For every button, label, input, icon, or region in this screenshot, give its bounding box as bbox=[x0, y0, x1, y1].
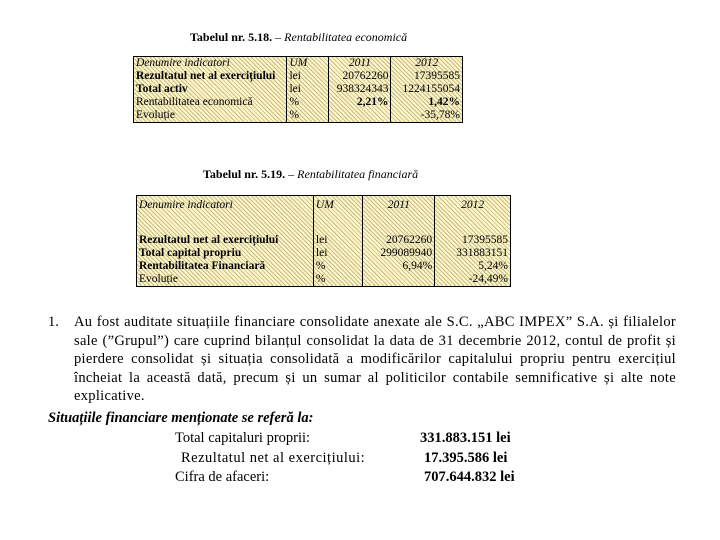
table1-cell: 20762260 bbox=[329, 70, 391, 83]
table2-header-2011: 2011 bbox=[363, 196, 435, 234]
table1-cell: 17395585 bbox=[391, 70, 463, 83]
table1-cell: -35,78% bbox=[391, 109, 463, 123]
table1-cell: Evoluție bbox=[136, 109, 175, 121]
table2-cell: % bbox=[313, 273, 363, 287]
table-row bbox=[134, 109, 463, 123]
table2-cell: 6,94% bbox=[363, 260, 435, 273]
table2-cell: 299089940 bbox=[363, 247, 435, 260]
table2-cell: 331883151 bbox=[435, 247, 511, 260]
table2-caption bbox=[203, 167, 418, 182]
table1-cell: 1,42% bbox=[391, 96, 463, 109]
table1-header-um: UM bbox=[287, 57, 329, 71]
audit-paragraph bbox=[48, 313, 676, 406]
table-row bbox=[137, 273, 511, 287]
table2-cell: Rentabilitatea Financiară bbox=[139, 259, 266, 272]
table2-cell: 20762260 bbox=[363, 234, 435, 247]
table-row bbox=[137, 247, 511, 260]
table-rentabilitate-economica bbox=[133, 56, 463, 123]
summary-value-capital: 331.883.151 lei bbox=[420, 430, 511, 446]
summary-value-cifra: 707.644.832 lei bbox=[424, 469, 515, 485]
table2-cell: 5,24% bbox=[435, 260, 511, 273]
table1-cell bbox=[329, 109, 391, 123]
table1-caption-dash: – bbox=[272, 30, 285, 44]
table1-cell: lei bbox=[287, 83, 329, 96]
table2-cell: Rezultatul net al exercițiului bbox=[139, 233, 279, 246]
table-row bbox=[134, 96, 463, 109]
table2-cell: lei bbox=[313, 234, 363, 247]
table1-cell: 1224155054 bbox=[391, 83, 463, 96]
table2-caption-dash: – bbox=[285, 167, 298, 181]
table-row bbox=[137, 260, 511, 273]
paragraph-text: Au fost auditate situațiile financiare consolidate anexate ale S.C. „ABC IMPEX” S.A. și filialelor sale (”Grupul”) care cuprind bilanțul consolidat la data de 31 decembrie 2012, contul de profit și pierdere consolidat și situația consolidată a modificărilor capitalului propriu pentru exercițiul încheiat la această dată, precum și un sumar al politicilor contabile semnificative și alte note explicative. bbox=[74, 314, 676, 404]
table1-cell: % bbox=[287, 96, 329, 109]
summary-label-rezultat: Rezultatul net al exercițiului: bbox=[181, 450, 366, 466]
table2-caption-number: Tabelul nr. 5.19. bbox=[203, 167, 286, 181]
table1-cell: 938324343 bbox=[329, 83, 391, 96]
table-row bbox=[134, 70, 463, 83]
table2-header-2012: 2012 bbox=[435, 196, 511, 234]
table2-cell: lei bbox=[313, 247, 363, 260]
table1-cell: Total activ bbox=[136, 83, 188, 95]
table1-caption-title: Rentabilitatea economică bbox=[284, 30, 408, 44]
table2-cell: 17395585 bbox=[435, 234, 511, 247]
paragraph-number: 1. bbox=[48, 314, 59, 330]
table2-header-um: UM bbox=[313, 196, 363, 234]
table2-cell: -24,49% bbox=[435, 273, 511, 287]
table1-caption-number: Tabelul nr. 5.18. bbox=[190, 30, 273, 44]
table-row bbox=[134, 83, 463, 96]
table1-cell: lei bbox=[287, 70, 329, 83]
summary-label-cifra: Cifra de afaceri: bbox=[175, 469, 270, 485]
table1-caption bbox=[190, 30, 407, 45]
summary-title: Situațiile financiare menționate se referă la: bbox=[48, 410, 314, 426]
summary-label-capital: Total capitaluri proprii: bbox=[175, 430, 311, 446]
table1-header-indicator: Denumire indicatori bbox=[136, 57, 230, 69]
table2-header-row bbox=[137, 196, 511, 234]
table1-header-2012: 2012 bbox=[391, 57, 463, 71]
table1-header-row bbox=[134, 57, 463, 71]
table2-cell: Evoluție bbox=[139, 272, 178, 285]
table2-caption-title: Rentabilitatea financiară bbox=[297, 167, 419, 181]
table1-cell: Rentabilitatea economică bbox=[136, 96, 253, 108]
table2-header-indicator: Denumire indicatori bbox=[139, 199, 233, 211]
table1-cell: Rezultatul net al exercițiului bbox=[136, 70, 276, 82]
table1-cell: % bbox=[287, 109, 329, 123]
table2-cell: Total capital propriu bbox=[139, 246, 242, 259]
table1-header-2011: 2011 bbox=[329, 57, 391, 71]
table2-cell bbox=[363, 273, 435, 287]
summary-value-rezultat: 17.395.586 lei bbox=[424, 450, 508, 466]
table1-cell: 2,21% bbox=[329, 96, 391, 109]
table-rentabilitate-financiara bbox=[136, 195, 511, 287]
table-row bbox=[137, 234, 511, 247]
table2-cell: % bbox=[313, 260, 363, 273]
